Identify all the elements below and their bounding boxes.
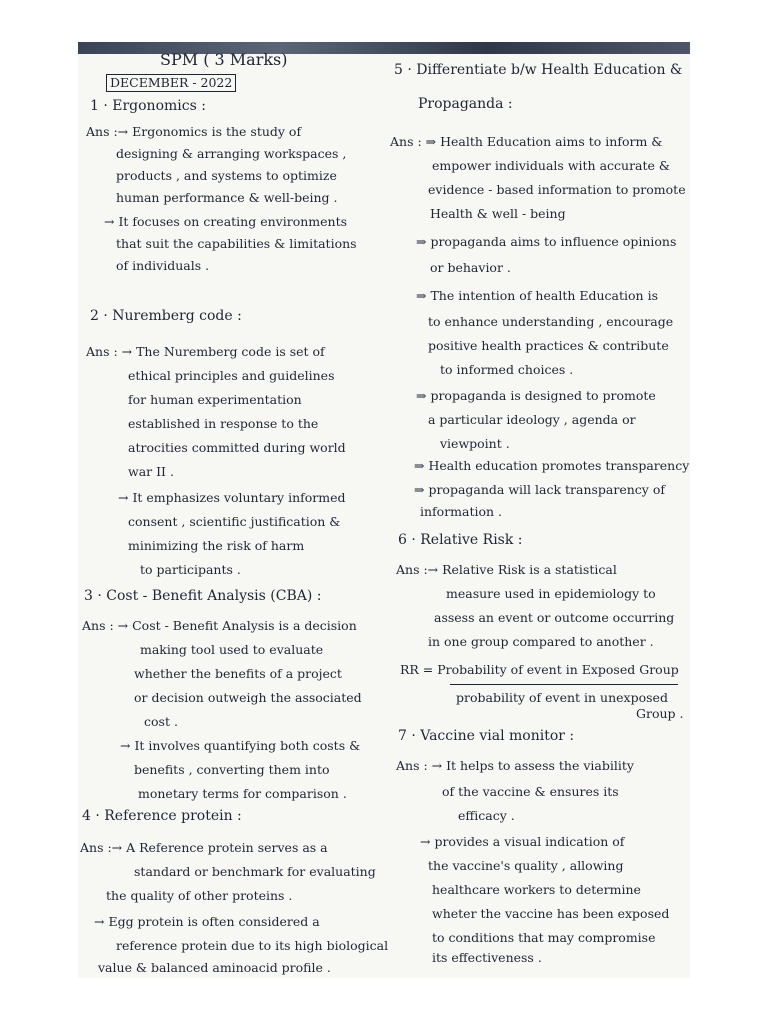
note-line: 4 · Reference protein : (82, 808, 242, 824)
note-line: the vaccine's quality , allowing (428, 858, 624, 873)
note-line: viewpoint . (440, 436, 510, 451)
note-line: of the vaccine & ensures its (442, 784, 619, 799)
note-line: value & balanced aminoacid profile . (98, 960, 331, 975)
note-line: probability of event in unexposed (456, 690, 668, 705)
note-line: information . (420, 504, 503, 519)
note-line: Ans : ⇒ Health Education aims to inform & (390, 134, 663, 149)
note-line: → It emphasizes voluntary informed (118, 490, 346, 505)
note-line: of individuals . (116, 258, 210, 273)
note-line: making tool used to evaluate (140, 642, 324, 657)
note-line: whether the benefits of a project (134, 666, 342, 681)
note-line: efficacy . (458, 808, 515, 823)
note-line: established in response to the (128, 416, 319, 431)
note-line: 3 · Cost - Benefit Analysis (CBA) : (84, 588, 322, 604)
note-line: in one group compared to another . (428, 634, 654, 649)
note-line: ⇒ propaganda will lack transparency of (414, 482, 665, 497)
note-line: to enhance understanding , encourage (428, 314, 674, 329)
note-line: atrocities committed during world (128, 440, 346, 455)
notes-page (78, 42, 690, 978)
note-line: 6 · Relative Risk : (398, 532, 523, 548)
note-line: cost . (144, 714, 178, 729)
note-line: 7 · Vaccine vial monitor : (398, 728, 575, 744)
note-line: 5 · Differentiate b/w Health Education & (394, 62, 683, 78)
note-line: Ans :→ A Reference protein serves as a (80, 840, 328, 855)
note-line: Ans :→ Relative Risk is a statistical (396, 562, 617, 577)
note-line: to informed choices . (440, 362, 574, 377)
note-line: Health & well - being (430, 206, 566, 221)
page-title: SPM ( 3 Marks) (160, 50, 288, 69)
note-line: a particular ideology , agenda or (428, 412, 636, 427)
note-line: its effectiveness . (432, 950, 542, 965)
note-line: consent , scientific justification & (128, 514, 341, 529)
note-line: → It focuses on creating environments (104, 214, 348, 229)
note-line: ⇒ propaganda is designed to promote (416, 388, 656, 403)
note-line: empower individuals with accurate & (432, 158, 671, 173)
note-line: → Egg protein is often considered a (94, 914, 320, 929)
note-line: 2 · Nuremberg code : (90, 308, 242, 324)
note-line: to participants . (140, 562, 241, 577)
note-line: that suit the capabilities & limitations (116, 236, 357, 251)
note-line: or decision outweigh the associated (134, 690, 362, 705)
note-line: positive health practices & contribute (428, 338, 669, 353)
fraction-bar (450, 684, 678, 685)
note-line: evidence - based information to promote (428, 182, 686, 197)
note-line: ⇒ The intention of health Education is (416, 288, 658, 303)
note-line: assess an event or outcome occurring (434, 610, 675, 625)
note-line: Ans : → The Nuremberg code is set of (86, 344, 325, 359)
note-line: → It involves quantifying both costs & (120, 738, 361, 753)
note-line: → provides a visual indication of (420, 834, 625, 849)
note-line: or behavior . (430, 260, 511, 275)
note-line: healthcare workers to determine (432, 882, 641, 897)
note-line: Group . (636, 706, 684, 721)
note-line: RR = Probability of event in Exposed Group (400, 662, 679, 677)
note-line: monetary terms for comparison . (138, 786, 347, 801)
note-line: war II . (128, 464, 174, 479)
note-line: Ans : → It helps to assess the viability (396, 758, 634, 773)
note-line: to conditions that may compromise (432, 930, 656, 945)
note-line: minimizing the risk of harm (128, 538, 305, 553)
note-line: human performance & well-being . (116, 190, 338, 205)
note-line: ethical principles and guidelines (128, 368, 335, 383)
exam-label: DECEMBER - 2022 (106, 74, 236, 92)
note-line: 1 · Ergonomics : (90, 98, 206, 114)
note-line: for human experimentation (128, 392, 302, 407)
note-line: wheter the vaccine has been exposed (432, 906, 670, 921)
note-line: ⇒ Health education promotes transparency (414, 458, 690, 473)
note-line: designing & arranging workspaces , (116, 146, 347, 161)
note-line: products , and systems to optimize (116, 168, 337, 183)
note-line: measure used in epidemiology to (446, 586, 656, 601)
note-line: Ans :→ Ergonomics is the study of (86, 124, 302, 139)
note-line: Ans : → Cost - Benefit Analysis is a decision (82, 618, 357, 633)
note-line: reference protein due to its high biological (116, 938, 389, 953)
note-line: the quality of other proteins . (106, 888, 293, 903)
note-line: benefits , converting them into (134, 762, 330, 777)
note-line: ⇒ propaganda aims to influence opinions (416, 234, 677, 249)
note-line: Propaganda : (418, 96, 513, 112)
note-line: standard or benchmark for evaluating (134, 864, 376, 879)
